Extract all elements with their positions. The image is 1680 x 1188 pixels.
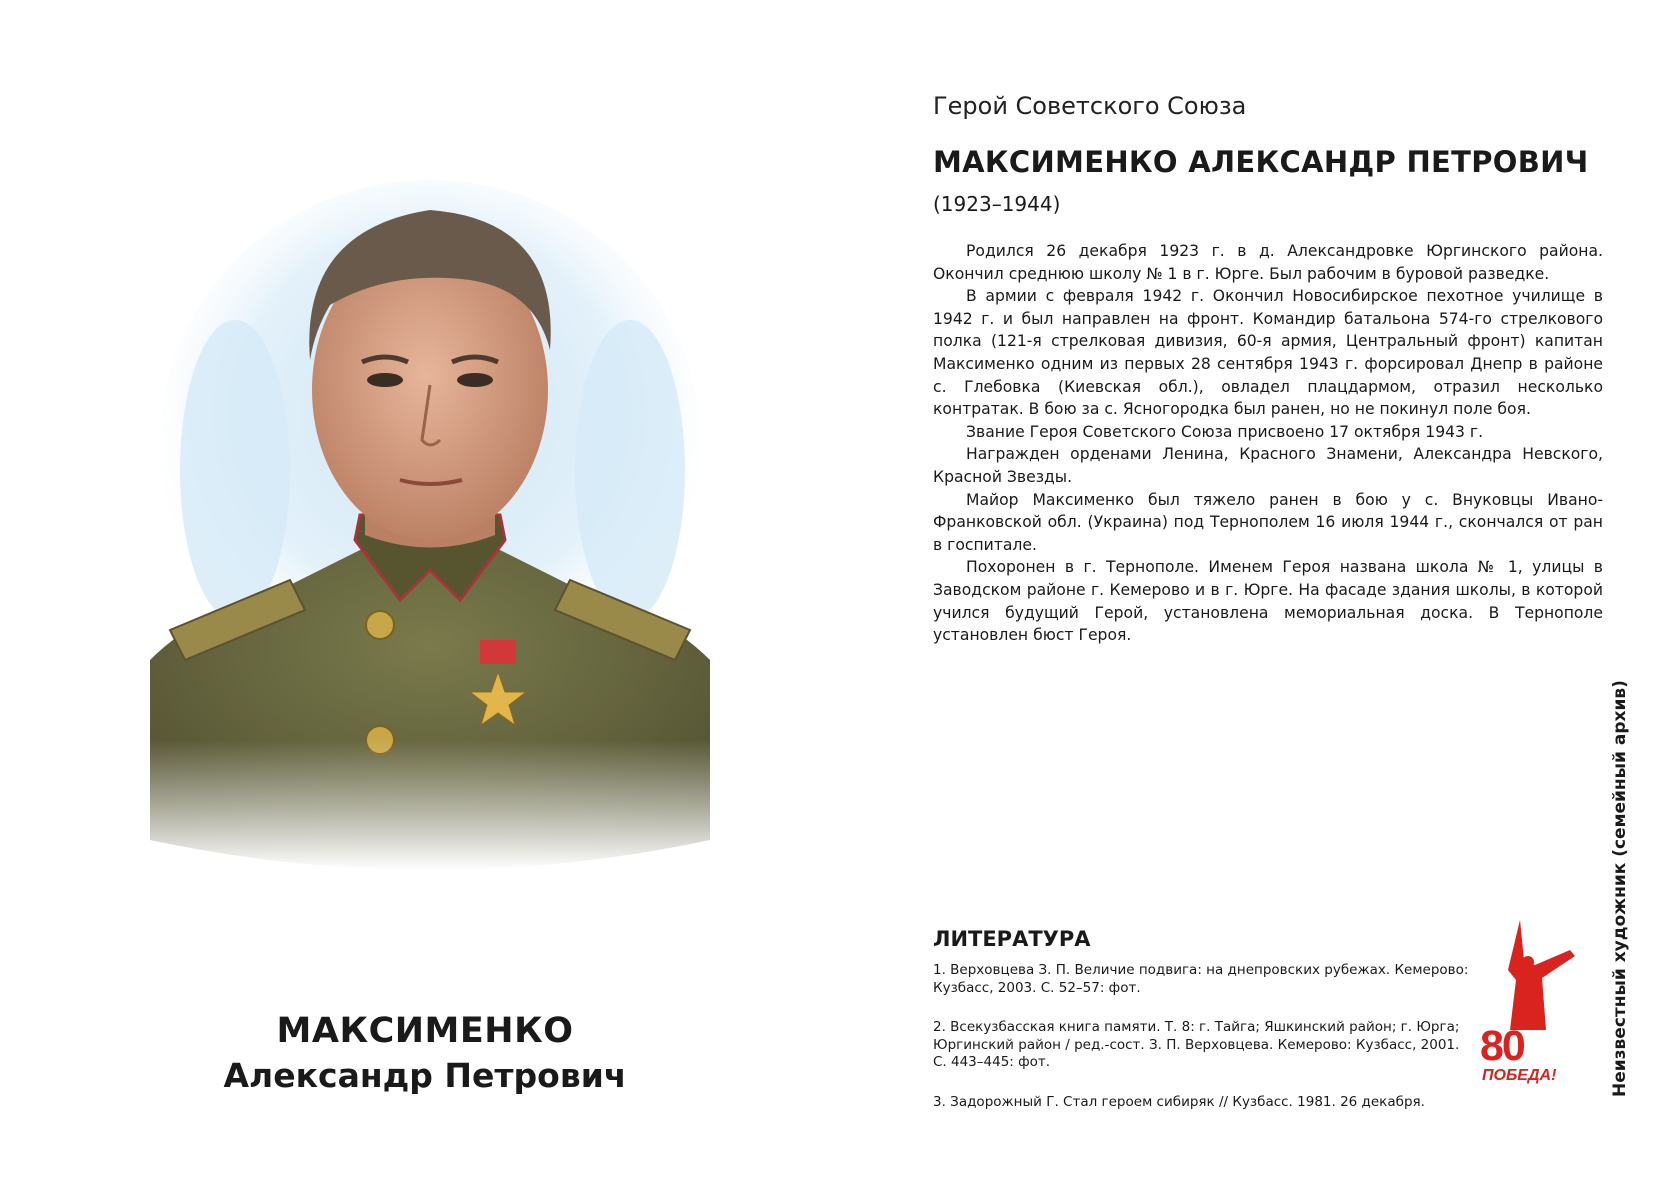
portrait-caption bbox=[0, 1010, 850, 1096]
caption-given-names: Александр Петрович bbox=[223, 1056, 627, 1095]
bio-paragraph: Похоронен в г. Тернополе. Именем Героя названа школа № 1, улицы в Заводском районе г. Кемерово и в г. Юрге. На фасаде здания школы, в которой учился будущий Герой, установлена мемориальная доска. В Тернополе установлен бюст Героя. bbox=[933, 558, 1603, 645]
bio-paragraph: Звание Героя Советского Союза присвоено 17 октября 1943 г. bbox=[966, 422, 1484, 441]
biography bbox=[933, 240, 1603, 647]
literature-item: 3. Задорожный Г. Стал героем сибиряк // Кузбасс. 1981. 26 декабря. bbox=[933, 1093, 1425, 1110]
literature-list bbox=[933, 962, 1473, 1131]
bio-paragraph: Родился 26 декабря 1923 г. в д. Александровке Юргинского района. Окончил среднюю школу № 1 в г. Юрге. Был рабочим в буровой разведке. bbox=[933, 242, 1603, 283]
victory-80-logo bbox=[1480, 920, 1584, 1100]
hero-name-heading: МАКСИМЕНКО АЛЕКСАНДР ПЕТРОВИЧ bbox=[933, 145, 1589, 179]
literature-item: 2. Всекузбасская книга памяти. Т. 8: г. Тайга; Яшкинский район; г. Юрга; Юргинский район / ред.-сост. З. П. Верховцева. Кемерово: Кузбасс, 2001. С. 443–445: фот. bbox=[933, 1019, 1460, 1070]
hero-portrait bbox=[140, 140, 720, 870]
logo-text: ПОБЕДА! bbox=[1482, 1067, 1557, 1084]
bio-paragraph: Майор Максименко был тяжело ранен в бою у с. Внуковцы Ивано-Франковской обл. (Украина) под Тернополем 16 июля 1944 г., скончался от ран в госпитале. bbox=[933, 490, 1603, 554]
literature-item: 1. Верховцева З. П. Величие подвига: на днепровских рубежах. Кемерово: Кузбасс, 2003. С. 52–57: фот. bbox=[933, 962, 1469, 996]
bio-paragraph: В армии с февраля 1942 г. Окончил Новосибирское пехотное училище в 1942 г. и был направлен на фронт. Командир батальона 574-го стрелкового полка (121-я стрелковая дивизия, 60-я армия, Центральный фронт) капитан Максименко одним из первых 28 сентября 1943 г. форсировал Днепр в районе с. Глебовка (Киевская обл.), овладел плацдармом, отразил несколько контратак. В бою за с. Ясногородка был ранен, но не покинул поле боя. bbox=[933, 287, 1603, 419]
bio-paragraph: Награжден орденами Ленина, Красного Знамени, Александра Невского, Красной Звезды. bbox=[933, 445, 1603, 486]
logo-number: 80 bbox=[1480, 1022, 1524, 1070]
caption-surname: МАКСИМЕНКО bbox=[276, 1011, 574, 1051]
life-years: (1923–1944) bbox=[933, 192, 1061, 216]
subtitle: Герой Советского Союза bbox=[933, 92, 1247, 120]
right-page bbox=[840, 0, 1680, 1188]
motherland-statue-icon bbox=[1480, 920, 1584, 1030]
literature-heading: ЛИТЕРАТУРА bbox=[933, 927, 1091, 951]
artist-credit: Неизвестный художник (семейный архив) bbox=[1610, 680, 1630, 1097]
